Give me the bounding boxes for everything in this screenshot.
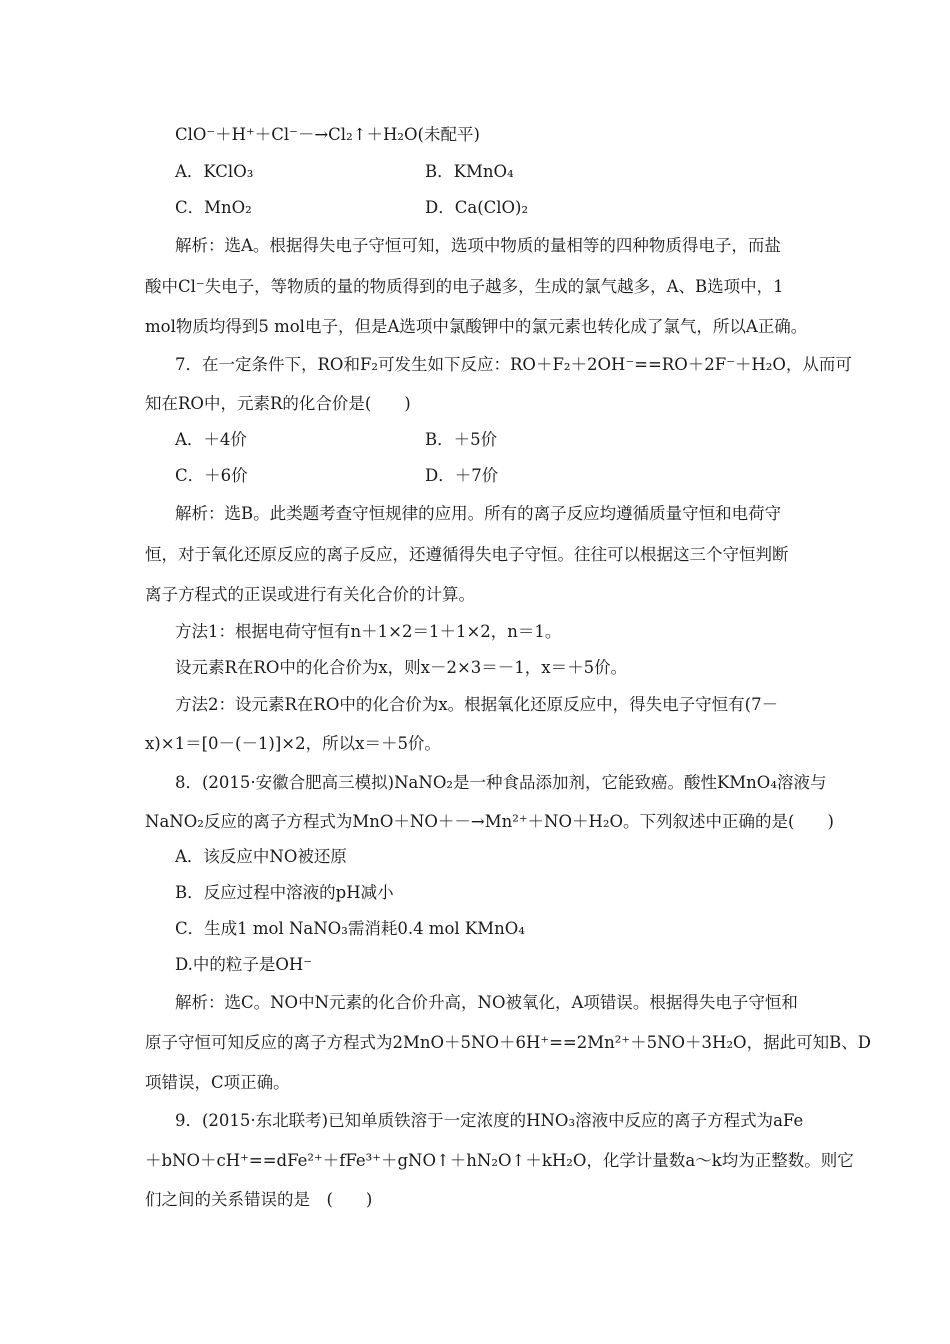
option-a: A．该反应中NO被还原 [175, 847, 347, 866]
question-8-line: 8．(2015·安徽合肥高三模拟)NaNO₂是一种食品添加剂，它能致癌。酸性KMnO₄溶液与 [175, 773, 827, 792]
method-line: 方法1：根据电荷守恒有n＋1×2＝1＋1×2，n＝1。 [175, 622, 562, 641]
option-b: B．反应过程中溶液的pH减小 [175, 883, 394, 902]
option-a: A．KClO₃ [175, 162, 254, 181]
option-c: C．生成1 mol NaNO₃需消耗0.4 mol KMnO₄ [175, 919, 525, 938]
option-c: C．＋6价 [175, 466, 248, 485]
option-b: B．KMnO₄ [425, 162, 514, 181]
option-d: D．Ca(ClO)₂ [425, 198, 529, 217]
question-7-line: 7．在一定条件下，RO和F₂可发生如下反应：RO＋F₂＋2OH⁻==RO＋2F⁻＋H₂O，从而可 [175, 355, 852, 374]
option-d: D．＋7价 [425, 466, 499, 485]
option-b: B．＋5价 [425, 430, 498, 449]
method-line: 设元素R在RO中的化合价为x，则x－2×3＝－1，x＝＋5价。 [175, 658, 628, 677]
analysis-line: 解析：选B。此类题考查守恒规律的应用。所有的离子反应均遵循质量守恒和电荷守 [175, 504, 782, 523]
question-7-line: 知在RO中，元素R的化合价是( ) [145, 394, 411, 413]
analysis-line: 项错误，C项正确。 [145, 1073, 290, 1092]
equation-line: ClO⁻＋H⁺＋Cl⁻－→Cl₂↑＋H₂O(未配平) [175, 125, 480, 144]
analysis-line: 酸中Cl⁻失电子，等物质的量的物质得到的电子越多，生成的氯气越多，A、B选项中，1 [145, 277, 784, 296]
analysis-line: 解析：选A。根据得失电子守恒可知，选项中物质的量相等的四种物质得电子，而盐 [175, 236, 781, 255]
question-8-line: NaNO₂反应的离子方程式为MnO＋NO＋－→Mn²⁺＋NO＋H₂O。下列叙述中正确的是( ) [145, 812, 834, 831]
method-line: 方法2：设元素R在RO中的化合价为x。根据氧化还原反应中，得失电子守恒有(7－ [175, 695, 779, 714]
option-d: D.中的粒子是OH⁻ [175, 955, 313, 974]
analysis-line: 恒，对于氧化还原反应的离子反应，还遵循得失电子守恒。往往可以根据这三个守恒判断 [145, 545, 789, 564]
analysis-line: 原子守恒可知反应的离子方程式为2MnO＋5NO＋6H⁺==2Mn²⁺＋5NO＋3H₂O，据此可知B、D [145, 1033, 871, 1052]
analysis-line: 解析：选C。NO中N元素的化合价升高，NO被氧化，A项错误。根据得失电子守恒和 [175, 993, 798, 1012]
question-9-line: ＋bNO＋cH⁺==dFe²⁺＋fFe³⁺＋gNO↑＋hN₂O↑＋kH₂O，化学计量数a～k均为正整数。则它 [145, 1151, 854, 1170]
analysis-line: mol物质均得到5 mol电子，但是A选项中氯酸钾中的氯元素也转化成了氯气，所以A正确。 [145, 317, 808, 336]
question-9-line: 9．(2015·东北联考)已知单质铁溶于一定浓度的HNO₃溶液中反应的离子方程式为aFe [175, 1111, 804, 1130]
analysis-line: 离子方程式的正误或进行有关化合价的计算。 [145, 585, 475, 604]
method-line: x)×1＝[0－(－1)]×2，所以x＝＋5价。 [145, 734, 441, 753]
option-c: C．MnO₂ [175, 198, 252, 217]
option-a: A．＋4价 [175, 430, 247, 449]
question-9-line: 们之间的关系错误的是 ( ) [145, 1190, 373, 1209]
